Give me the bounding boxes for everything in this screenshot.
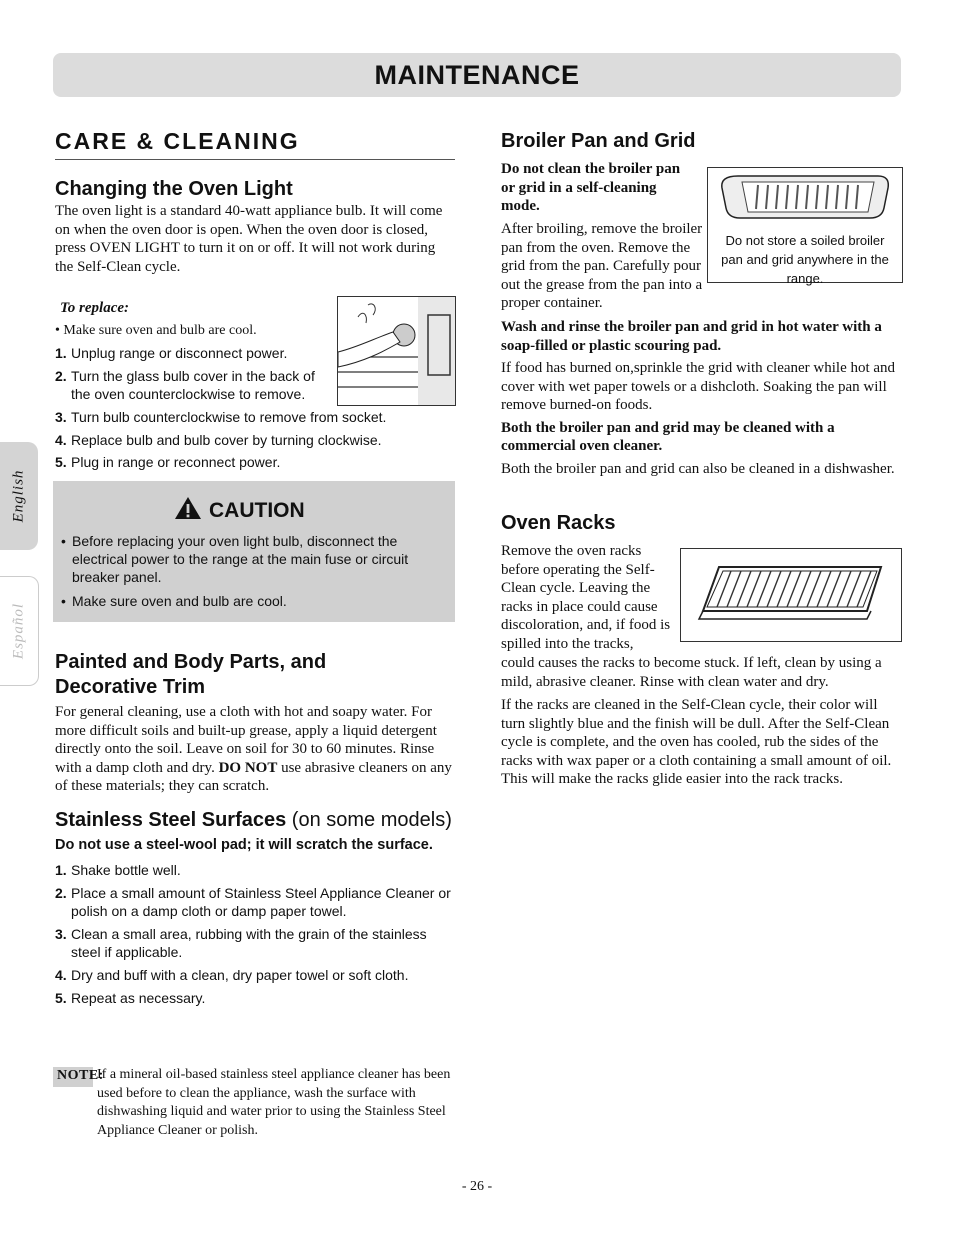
stainless-warning: Do not use a steel-wool pad; it will scratch the surface. xyxy=(55,837,433,853)
list-item: 5. Repeat as necessary. xyxy=(55,990,206,1006)
racks-heading: Oven Racks xyxy=(501,512,616,534)
list-item: 2. Place a small amount of Stainless Steel Appliance Cleaner or polish on a damp cloth or damp paper towel. xyxy=(55,885,451,919)
broiler-illustration xyxy=(707,167,903,286)
tab-english-label: English xyxy=(10,469,27,523)
note-label: NOTE: xyxy=(53,1067,93,1087)
tab-espanol[interactable] xyxy=(0,576,39,686)
oven-light-intro: The oven light is a standard 40-watt appliance bulb. It will come on when the oven door is open. When the oven door is closed, press OVEN LIGHT to turn it on or off. It will not work during the Self-Clean cycle. xyxy=(55,203,443,275)
oven-light-bullet: • Make sure oven and bulb are cool. xyxy=(55,323,257,338)
racks-text1-top: Remove the oven racks before operating the Self-Clean cycle. Leaving the racks in place could cause discoloration, and, if food is spilled into the tracks, xyxy=(501,543,671,652)
list-item: 3. Clean a small area, rubbing with the grain of the stainless steel if applicable. xyxy=(55,926,427,960)
stainless-section xyxy=(55,808,455,1007)
oven-light-heading: Changing the Oven Light xyxy=(55,178,293,200)
broiler-pan-icon xyxy=(708,168,902,226)
broiler-details xyxy=(501,318,901,478)
oven-light-section xyxy=(55,177,455,276)
stainless-steps xyxy=(55,861,455,1007)
list-item: 4. Replace bulb and bulb cover by turning clockwise. xyxy=(55,432,382,448)
broiler-text3: Both the broiler pan and grid can also be cleaned in a dishwasher. xyxy=(501,460,895,477)
tab-espanol-label: Español xyxy=(10,602,27,660)
broiler-text2: If food has burned on,sprinkle the grid with cleaner while hot and cover with wet paper towels or a dishcloth. Soaking the pan will remove burned-on foods. xyxy=(501,360,896,413)
painted-text: For general cleaning, use a cloth with hot and soapy water. For more difficult soils and built-up grease, apply a liquid detergent directly onto the soil. Leave on soil for 30 to 60 minutes. Rinse with a damp cloth and dry. DO NOT use abrasive cleaners on any of these materials; they can scratch. xyxy=(55,704,452,794)
broiler-bold2: Wash and rinse the broiler pan and grid in hot water with a soap-filled or plastic scouring pad. xyxy=(501,319,882,354)
oven-rack-icon xyxy=(681,549,901,641)
broiler-heading: Broiler Pan and Grid xyxy=(501,130,696,152)
page-title: MAINTENANCE xyxy=(53,53,901,97)
to-replace-label: To replace: xyxy=(60,300,130,316)
list-item: 1. Unplug range or disconnect power. xyxy=(55,345,288,361)
list-item: 5. Plug in range or reconnect power. xyxy=(55,454,281,470)
broiler-bold3: Both the broiler pan and grid may be cleaned with a commercial oven cleaner. xyxy=(501,419,835,454)
list-item: 1. Shake bottle well. xyxy=(55,862,181,878)
list-item: 3. Turn bulb counterclockwise to remove from socket. xyxy=(55,409,387,425)
caution-title: CAUTION xyxy=(209,498,305,522)
note-text: If a mineral oil-based stainless steel appliance cleaner has been used before to clean the appliance, wash the surface with dishwashing liquid and water prior to using the Stainless Steel Appliance Cleaner or polish. xyxy=(97,1067,451,1138)
page-number: - 26 - xyxy=(461,1179,493,1194)
section-title: CARE & CLEANING xyxy=(55,128,455,160)
racks-text2: If the racks are cleaned in the Self-Clean cycle, their color will turn slightly blue and the finish will be dull. After the Self-Clean cycle is complete, and the oven has cooled, rub the sides of the racks with wax paper or a cloth containing a small amount of oil. This will make the racks glide easier into the rack tracks. xyxy=(501,697,892,787)
list-item: 4. Dry and buff with a clean, dry paper towel or soft cloth. xyxy=(55,967,409,983)
oven-rack-illustration xyxy=(680,548,902,642)
broiler-warning: Do not clean the broiler pan or grid in a self-cleaning mode. xyxy=(501,161,681,214)
caution-box xyxy=(53,481,455,622)
stainless-heading: Stainless Steel Surfaces (on some models) xyxy=(55,809,452,831)
painted-heading: Painted and Body Parts, and Decorative Trim xyxy=(55,651,327,698)
list-item: 2. Turn the glass bulb cover in the back of the oven counterclockwise to remove. xyxy=(55,368,315,402)
racks-text1-bottom: could causes the racks to become stuck. If left, clean by using a mild, abrasive cleaner. Rinse with clean water and dry. xyxy=(501,655,882,690)
tab-english[interactable] xyxy=(0,442,38,550)
caution-item: • Make sure oven and bulb are cool. xyxy=(61,593,287,609)
oven-light-steps xyxy=(55,344,455,475)
broiler-text1: After broiling, remove the broiler pan from the oven. Remove the grid from the pan. Carefully pour out the grease from the pan into a proper container. xyxy=(501,221,703,311)
caution-item: • Before replacing your oven light bulb, disconnect the electrical power to the range at the main fuse or circuit breaker panel. xyxy=(61,533,409,585)
painted-section xyxy=(55,650,455,796)
broiler-caption: Do not store a soiled broiler pan and grid anywhere in the range. xyxy=(721,233,889,286)
warning-triangle-icon xyxy=(173,495,203,526)
